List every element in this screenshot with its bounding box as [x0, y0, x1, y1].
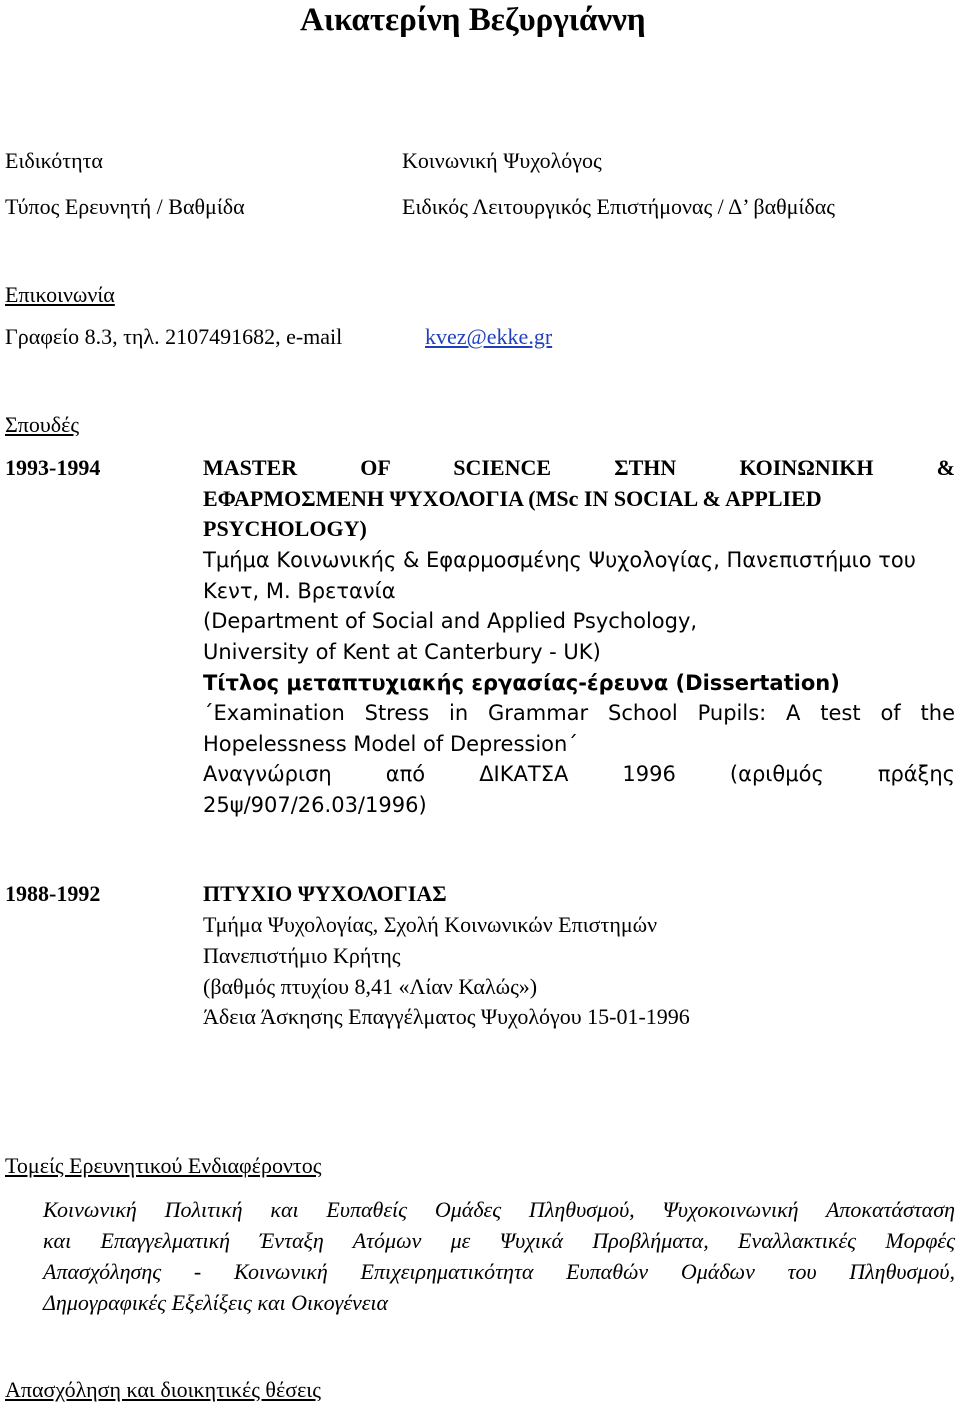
study-line: Τμήμα Ψυχολογίας, Σχολή Κοινωνικών Επιστημών	[203, 912, 658, 937]
specialty-label: Ειδικότητα	[5, 148, 103, 173]
email-link[interactable]: kvez@ekke.gr	[425, 324, 553, 349]
study-line: 25ψ/907/26.03/1996)	[203, 793, 427, 817]
research-line: Δημογραφικές Εξελίξεις και Οικογένεια	[43, 1290, 389, 1315]
research-line: Απασχόλησης - Κοινωνική Επιχειρηματικότητα Ευπαθών Ομάδων του Πληθυσμού,	[43, 1259, 955, 1284]
study-line: (βαθμός πτυχίου 8,41 «Λίαν Καλώς»)	[203, 974, 538, 999]
study-line: Hopelessness Model of Depression΄	[203, 732, 578, 756]
research-line: και Επαγγελματική Ένταξη Ατόμων με Ψυχικά Προβλήματα, Εναλλακτικές Μορφές	[43, 1228, 955, 1253]
studies-heading: Σπουδές	[5, 412, 80, 437]
employment-heading: Απασχόληση και διοικητικές θέσεις	[5, 1377, 321, 1402]
study-line: ΕΦΑΡΜΟΣΜΕΝΗ ΨΥΧΟΛΟΓΙΑ (MSc IN SOCIAL & APPLIED	[203, 486, 822, 511]
study-line: Κεντ, Μ. Βρετανία	[203, 579, 396, 603]
study-line: PSYCHOLOGY)	[203, 516, 367, 541]
specialty-value: Κοινωνική Ψυχολόγος	[402, 148, 602, 173]
page-title: Αικατερίνη Βεζυργιάννη	[300, 2, 646, 38]
study-line: Αναγνώριση από ΔΙΚΑΤΣΑ 1996 (αριθμός πράξης	[203, 762, 955, 786]
study-line: Τμήμα Κοινωνικής & Εφαρμοσμένης Ψυχολογίας, Πανεπιστήμιο του	[203, 548, 916, 572]
contact-heading: Επικοινωνία	[5, 282, 115, 307]
contact-text: Γραφείο 8.3, τηλ. 2107491682, e-mail	[5, 324, 343, 349]
research-line: Κοινωνική Πολιτική και Ευπαθείς Ομάδες Πληθυσμού, Ψυχοκοινωνική Αποκατάσταση	[43, 1197, 955, 1222]
study-line: (Department of Social and Applied Psychology,	[203, 609, 698, 633]
study-line: ΠΤΥΧΙΟ ΨΥΧΟΛΟΓΙΑΣ	[203, 881, 447, 906]
study-years: 1988-1992	[5, 881, 101, 906]
study-line: ΄Examination Stress in Grammar School Pupils: A test of the	[203, 701, 955, 725]
researcher-type-value: Ειδικός Λειτουργικός Επιστήμονας / Δ’ βαθμίδας	[402, 194, 835, 219]
study-line: Άδεια Άσκησης Επαγγέλματος Ψυχολόγου 15-01-1996	[203, 1004, 690, 1029]
researcher-type-label: Τύπος Ερευνητή / Βαθμίδα	[5, 194, 245, 219]
study-line: University of Kent at Canterbury - UK)	[203, 640, 601, 664]
study-line: MASTER OF SCIENCE ΣΤΗΝ ΚΟΙΝΩΝΙΚΗ &	[203, 455, 955, 480]
study-line: Τίτλος μεταπτυχιακής εργασίας-έρευνα (Dissertation)	[203, 671, 840, 695]
study-line: Πανεπιστήμιο Κρήτης	[203, 943, 401, 968]
study-years: 1993-1994	[5, 455, 101, 480]
research-heading: Τομείς Ερευνητικού Ενδιαφέροντος	[5, 1153, 322, 1178]
